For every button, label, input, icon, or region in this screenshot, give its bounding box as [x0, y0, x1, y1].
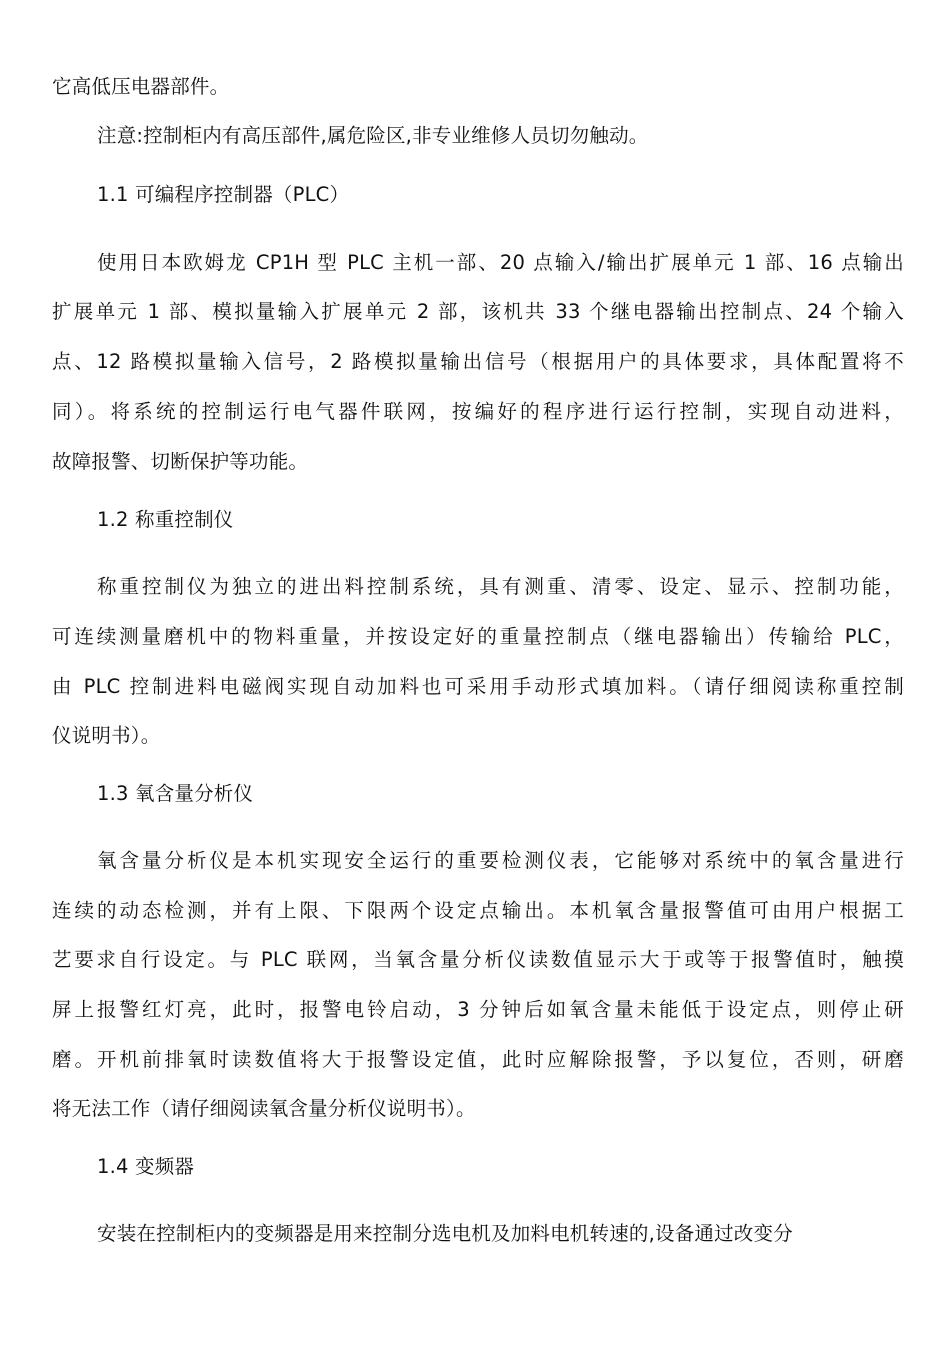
paragraph-plc-line-4: 同）。将系统的控制运行电气器件联网，按编好的程序进行运行控制，实现自动进料，	[52, 400, 904, 423]
paragraph-plc-line-5: 故障报警、切断保护等功能。	[52, 450, 309, 473]
paragraph-oxygen-line-1: 氧含量分析仪是本机实现安全运行的重要检测仪表，它能够对系统中的氧含量进行	[97, 849, 904, 872]
paragraph-plc-line-3: 点、12 路模拟量输入信号，2 路模拟量输出信号（根据用户的具体要求，具体配置将不	[52, 350, 904, 373]
paragraph-oxygen-line-6: 将无法工作（请仔细阅读氧含量分析仪说明书）。	[52, 1097, 476, 1120]
paragraph-weighing-line-2: 可连续测量磨机中的物料重量，并按设定好的重量控制点（继电器输出）传输给 PLC，	[52, 625, 904, 648]
section-heading-oxygen: 1.3 氧含量分析仪	[97, 782, 254, 805]
paragraph-oxygen-line-4: 屏上报警红灯亮，此时，报警电铃启动，3 分钟后如氧含量未能低于设定点，则停止研	[52, 998, 904, 1021]
paragraph-weighing-line-3: 由 PLC 控制进料电磁阀实现自动加料也可采用手动形式填加料。（请仔细阅读称重控制	[52, 675, 904, 698]
paragraph-plc-line-2: 扩展单元 1 部、模拟量输入扩展单元 2 部，该机共 33 个继电器输出控制点、24 个输入	[52, 300, 904, 323]
section-heading-inverter: 1.4 变频器	[97, 1155, 195, 1178]
section-heading-weighing: 1.2 称重控制仪	[97, 508, 234, 531]
paragraph-oxygen-line-3: 艺要求自行设定。与 PLC 联网，当氧含量分析仪读数值显示大于或等于报警值时，触摸	[52, 948, 904, 971]
warning-note: 注意:控制柜内有高压部件,属危险区,非专业维修人员切勿触动。	[97, 124, 649, 147]
paragraph-weighing-line-1: 称重控制仪为独立的进出料控制系统，具有测重、清零、设定、显示、控制功能，	[97, 575, 904, 598]
section-heading-plc: 1.1 可编程序控制器（PLC）	[97, 183, 350, 206]
paragraph-oxygen-line-2: 连续的动态检测，并有上限、下限两个设定点输出。本机氧含量报警值可由用户根据工	[52, 899, 904, 922]
paragraph-inverter-line-1: 安装在控制柜内的变频器是用来控制分选电机及加料电机转速的,设备通过改变分	[97, 1222, 793, 1245]
paragraph-plc-line-1: 使用日本欧姆龙 CP1H 型 PLC 主机一部、20 点输入/输出扩展单元 1 部、16 点输出	[97, 251, 904, 274]
paragraph-oxygen-line-5: 磨。开机前排氧时读数值将大于报警设定值，此时应解除报警，予以复位，否则，研磨	[52, 1048, 904, 1071]
paragraph-continuation: 它高低压电器部件。	[52, 75, 230, 98]
paragraph-weighing-line-4: 仪说明书）。	[52, 724, 161, 747]
